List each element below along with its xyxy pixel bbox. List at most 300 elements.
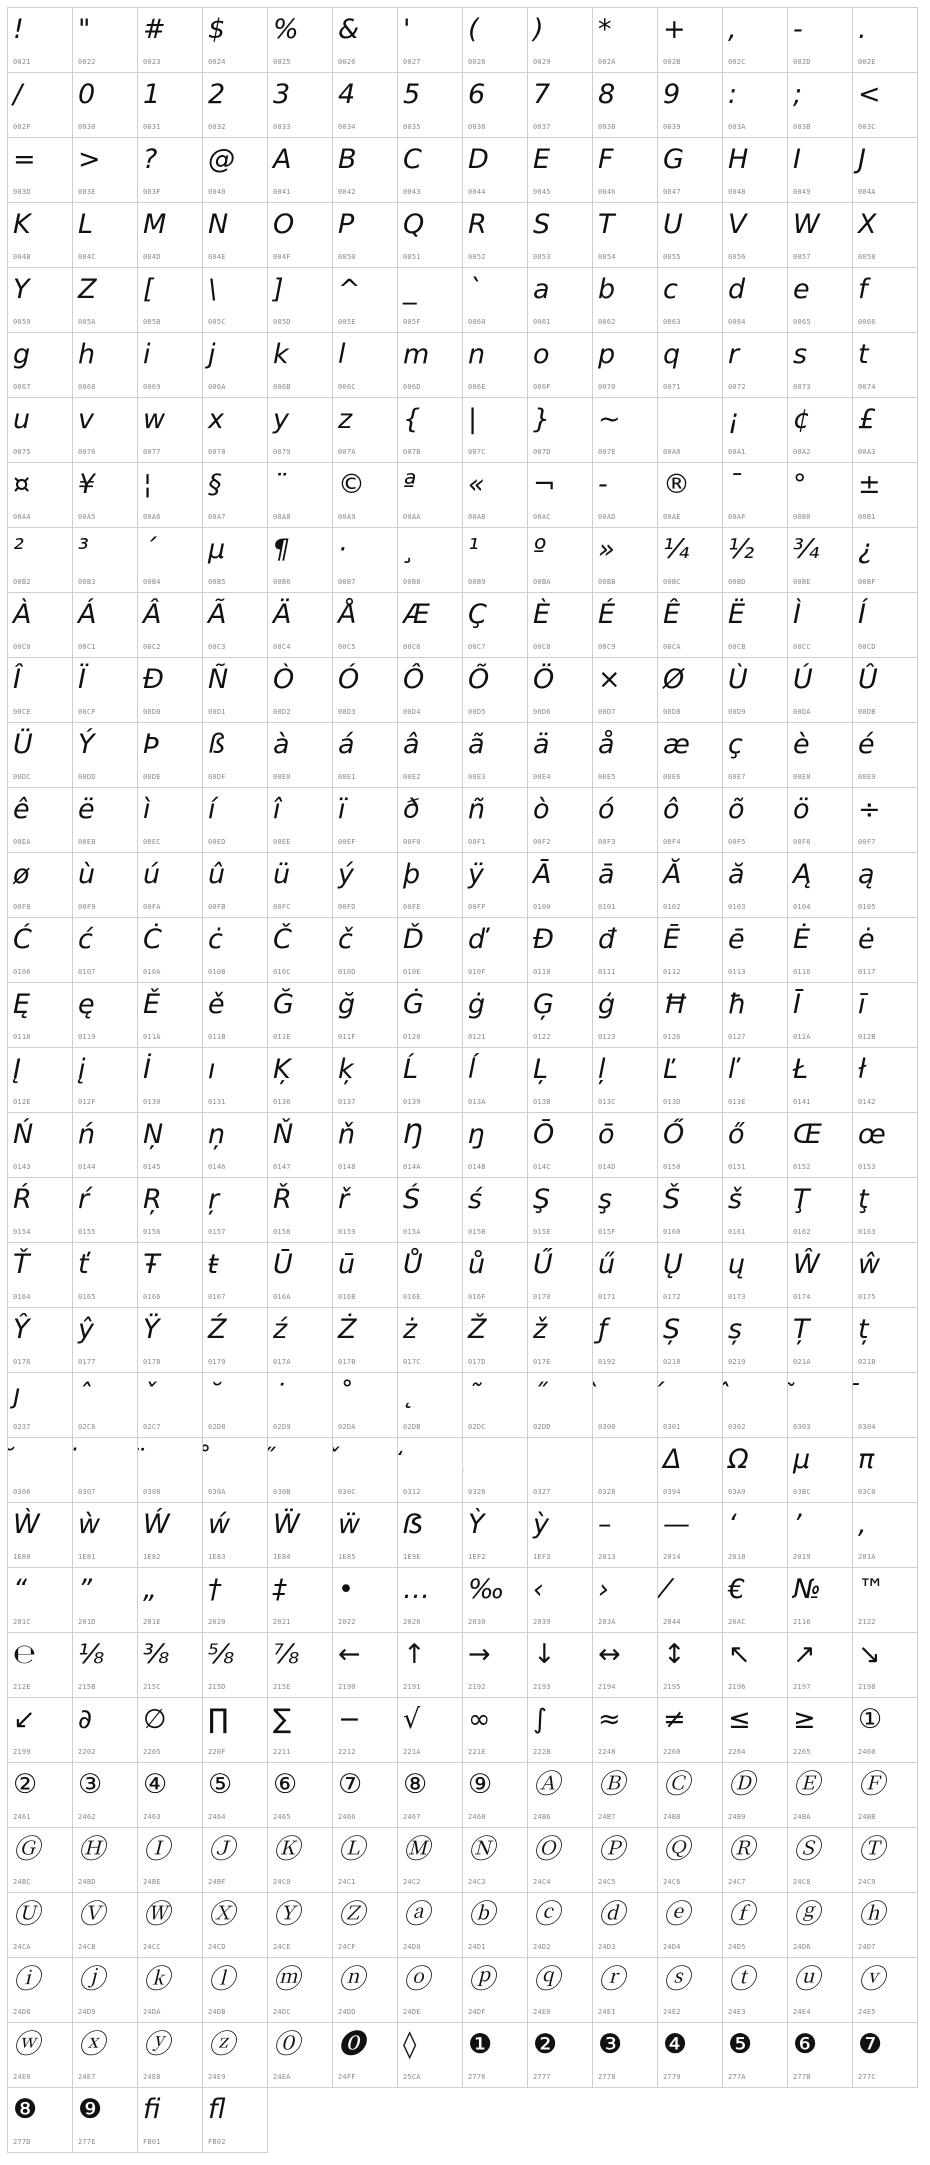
glyph-char: Œ [793, 1119, 822, 1150]
glyph-cell [8, 1048, 73, 1113]
glyph-cell [723, 1503, 788, 1568]
glyph-codepoint: 2039 [533, 1618, 551, 1626]
glyph-cell [463, 1633, 528, 1698]
glyph-cell [788, 1568, 853, 1633]
glyph-cell [203, 203, 268, 268]
glyph-codepoint: 0075 [13, 448, 31, 456]
glyph-char: Š [663, 1184, 681, 1215]
glyph-cell [463, 138, 528, 203]
glyph-char: U [663, 209, 683, 240]
glyph-char: ; [793, 79, 803, 110]
glyph-codepoint: 00EB [78, 838, 96, 846]
glyph-cell [528, 1828, 593, 1893]
glyph-cell [593, 1373, 658, 1438]
glyph-codepoint: 0030 [78, 123, 96, 131]
glyph-cell [463, 593, 528, 658]
glyph-char: O [273, 209, 295, 240]
glyph-codepoint: 0036 [468, 123, 486, 131]
glyph-cell [528, 398, 593, 463]
glyph-char: Ⓤ [13, 1899, 40, 1930]
glyph-codepoint: 00C0 [13, 643, 31, 651]
glyph-cell [528, 1503, 593, 1568]
glyph-cell [203, 593, 268, 658]
glyph-codepoint: 00E4 [533, 773, 551, 781]
glyph-cell [398, 1308, 463, 1373]
glyph-cell [333, 73, 398, 138]
glyph-char: J [858, 144, 866, 175]
glyph-codepoint: 00E9 [858, 773, 876, 781]
glyph-cell [528, 528, 593, 593]
glyph-codepoint: 00EA [13, 838, 31, 846]
glyph-cell [268, 1048, 333, 1113]
glyph-cell [203, 1893, 268, 1958]
glyph-char: Ⓜ [403, 1834, 430, 1865]
glyph-cell [853, 463, 918, 528]
glyph-char: § [208, 469, 222, 500]
glyph-codepoint: 00B7 [338, 578, 356, 586]
glyph-codepoint: 0062 [598, 318, 616, 326]
glyph-char: Ⓨ [273, 1899, 300, 1930]
glyph-char: ⁄ [663, 1574, 668, 1605]
glyph-cell [593, 1438, 658, 1503]
glyph-char: ẁ [78, 1509, 101, 1540]
glyph-char: Í [858, 599, 866, 630]
glyph-cell [463, 853, 528, 918]
glyph-codepoint: 00FE [403, 903, 421, 911]
glyph-char: } [533, 404, 551, 435]
glyph-cell [138, 1503, 203, 1568]
glyph-cell [528, 723, 593, 788]
glyph-codepoint: 0022 [78, 58, 96, 66]
glyph-cell [853, 73, 918, 138]
glyph-cell [73, 983, 138, 1048]
glyph-codepoint: 0040 [208, 188, 226, 196]
glyph-codepoint: 0174 [793, 1293, 811, 1301]
glyph-char: € [728, 1574, 746, 1605]
glyph-char: µ [208, 534, 226, 565]
glyph-cell [268, 1633, 333, 1698]
glyph-codepoint: 0154 [13, 1228, 31, 1236]
glyph-codepoint: 006F [533, 383, 551, 391]
glyph-char: à [273, 729, 290, 760]
glyph-char: ③ [78, 1769, 103, 1800]
glyph-cell [8, 1828, 73, 1893]
glyph-cell [723, 1568, 788, 1633]
glyph-char: ¢ [793, 404, 811, 435]
glyph-codepoint: 24E6 [13, 2073, 31, 2081]
glyph-codepoint: 0055 [663, 253, 681, 261]
glyph-cell [853, 788, 918, 853]
glyph-char: ↕ [663, 1639, 686, 1670]
glyph-char: ⅝ [208, 1639, 235, 1670]
glyph-char: ï [338, 794, 346, 825]
glyph-cell [788, 398, 853, 463]
glyph-cell [723, 1308, 788, 1373]
glyph-char: ŗ [208, 1184, 220, 1215]
glyph-char: ů [468, 1249, 486, 1280]
glyph-codepoint: 2202 [78, 1748, 96, 1756]
glyph-char: Ţ [793, 1184, 810, 1215]
glyph-cell [658, 8, 723, 73]
glyph-char: ¡ [728, 404, 739, 435]
glyph-cell [788, 1763, 853, 1828]
glyph-codepoint: 24E1 [598, 2008, 616, 2016]
glyph-char: p [598, 339, 616, 370]
glyph-cell [658, 1048, 723, 1113]
glyph-cell [73, 723, 138, 788]
glyph-codepoint: 00F3 [598, 838, 616, 846]
glyph-char: Ê [663, 599, 681, 630]
glyph-cell [268, 1178, 333, 1243]
glyph-codepoint: 013A [468, 1098, 486, 1106]
glyph-cell [333, 1178, 398, 1243]
glyph-codepoint: 0050 [338, 253, 356, 261]
glyph-char: ⅞ [273, 1639, 300, 1670]
glyph-codepoint: 003D [13, 188, 31, 196]
glyph-char: ‹ [533, 1574, 544, 1605]
glyph-char: Δ [663, 1444, 682, 1475]
glyph-char: ÿ [468, 859, 484, 890]
glyph-codepoint: 010A [143, 968, 161, 976]
glyph-char: " [78, 14, 91, 45]
glyph-cell [463, 658, 528, 723]
glyph-char: ℮ [13, 1639, 37, 1670]
glyph-cell [528, 593, 593, 658]
glyph-char: Ⓕ [858, 1769, 885, 1800]
glyph-cell [723, 138, 788, 203]
glyph-cell [398, 8, 463, 73]
glyph-cell [203, 73, 268, 138]
glyph-cell [463, 1893, 528, 1958]
glyph-char: ´ [143, 534, 157, 565]
glyph-char: ŷ [78, 1314, 94, 1345]
glyph-char: ) [533, 14, 544, 45]
glyph-codepoint: 00CD [858, 643, 876, 651]
glyph-codepoint: 0100 [533, 903, 551, 911]
glyph-grid [7, 7, 918, 2153]
glyph-codepoint: 0110 [533, 968, 551, 976]
glyph-codepoint: 002E [858, 58, 876, 66]
glyph-cell [463, 1048, 528, 1113]
glyph-cell [528, 918, 593, 983]
glyph-cell [8, 1698, 73, 1763]
glyph-codepoint: 00E1 [338, 773, 356, 781]
glyph-cell [333, 1048, 398, 1113]
glyph-char: c [663, 274, 678, 305]
glyph-cell [8, 333, 73, 398]
glyph-char: G [663, 144, 684, 175]
glyph-codepoint: 0047 [663, 188, 681, 196]
glyph-codepoint: 00CB [728, 643, 746, 651]
glyph-char: Ġ [403, 989, 424, 1020]
glyph-char: Ķ [273, 1054, 291, 1085]
glyph-cell [138, 463, 203, 528]
glyph-cell [8, 1438, 73, 1503]
glyph-codepoint: 00C7 [468, 643, 486, 651]
glyph-codepoint: 00A7 [208, 513, 226, 521]
glyph-char: Ž [468, 1314, 487, 1345]
glyph-codepoint: 00AF [728, 513, 746, 521]
glyph-cell [593, 1828, 658, 1893]
glyph-char: μ [793, 1444, 811, 1475]
glyph-codepoint: 24CC [143, 1943, 161, 1951]
glyph-char: [ [143, 274, 154, 305]
glyph-codepoint: 1E84 [273, 1553, 291, 1561]
glyph-char: H [728, 144, 749, 175]
glyph-cell [593, 983, 658, 1048]
glyph-codepoint: 010B [208, 968, 226, 976]
glyph-cell [73, 1828, 138, 1893]
glyph-cell [73, 1243, 138, 1308]
glyph-cell [593, 1308, 658, 1373]
glyph-codepoint: 24E3 [728, 2008, 746, 2016]
glyph-codepoint: 00B4 [143, 578, 161, 586]
glyph-cell [73, 528, 138, 593]
glyph-codepoint: 00F9 [78, 903, 96, 911]
glyph-cell [8, 983, 73, 1048]
glyph-codepoint: 24DC [273, 2008, 291, 2016]
glyph-codepoint: 0051 [403, 253, 421, 261]
glyph-codepoint: 006E [468, 383, 486, 391]
glyph-char: ú [143, 859, 161, 890]
glyph-char: Î [13, 664, 21, 695]
glyph-codepoint: 0073 [793, 383, 811, 391]
glyph-cell [138, 1828, 203, 1893]
glyph-char: ∑ [273, 1704, 292, 1735]
glyph-cell [853, 528, 918, 593]
glyph-char: _ [403, 274, 417, 305]
glyph-cell [853, 8, 918, 73]
glyph-cell [528, 1308, 593, 1373]
glyph-cell [723, 1373, 788, 1438]
glyph-cell [788, 1243, 853, 1308]
glyph-cell [853, 138, 918, 203]
glyph-codepoint: 277A [728, 2073, 746, 2081]
glyph-codepoint: 004A [858, 188, 876, 196]
glyph-codepoint: 00F2 [533, 838, 551, 846]
glyph-codepoint: 00C6 [403, 643, 421, 651]
glyph-char: Ⓙ [208, 1834, 235, 1865]
glyph-cell [8, 918, 73, 983]
glyph-codepoint: 2195 [663, 1683, 681, 1691]
glyph-char: ˇ [143, 1379, 157, 1410]
glyph-char: Ť [13, 1249, 30, 1280]
glyph-char: Ċ [143, 924, 162, 955]
glyph-char: › [598, 1574, 609, 1605]
glyph-cell [333, 333, 398, 398]
glyph-codepoint: 00CE [13, 708, 31, 716]
glyph-cell [8, 658, 73, 723]
glyph-char: : [728, 79, 738, 110]
glyph-cell [788, 918, 853, 983]
glyph-char: Ⓟ [598, 1834, 625, 1865]
glyph-char: Ŷ [13, 1314, 30, 1345]
glyph-codepoint: 0063 [663, 318, 681, 326]
glyph-cell [723, 398, 788, 463]
glyph-codepoint: 24E7 [78, 2073, 96, 2081]
glyph-codepoint: 0079 [273, 448, 291, 456]
glyph-char: j [208, 339, 216, 370]
glyph-cell [853, 658, 918, 723]
glyph-char: ť [78, 1249, 89, 1280]
glyph-cell [8, 1373, 73, 1438]
glyph-char: ÷ [858, 794, 881, 825]
glyph-cell [203, 2023, 268, 2088]
glyph-codepoint: 021A [793, 1358, 811, 1366]
glyph-cell [333, 788, 398, 853]
glyph-cell [333, 268, 398, 333]
glyph-cell [203, 1828, 268, 1893]
glyph-codepoint: 24D0 [403, 1943, 421, 1951]
glyph-cell [528, 1113, 593, 1178]
glyph-char: œ [858, 1119, 886, 1150]
glyph-cell [853, 983, 918, 1048]
glyph-cell [788, 333, 853, 398]
glyph-codepoint: 24C3 [468, 1878, 486, 1886]
glyph-cell [73, 2023, 138, 2088]
glyph-cell [593, 8, 658, 73]
glyph-cell [723, 203, 788, 268]
glyph-char: π [858, 1444, 875, 1475]
glyph-codepoint: 24DD [338, 2008, 356, 2016]
glyph-codepoint: 015B [468, 1228, 486, 1236]
glyph-cell [398, 853, 463, 918]
glyph-codepoint: 24BE [143, 1878, 161, 1886]
glyph-char: Ă [663, 859, 682, 890]
glyph-codepoint: 0076 [78, 448, 96, 456]
glyph-cell [398, 723, 463, 788]
glyph-cell [73, 1048, 138, 1113]
glyph-cell [398, 333, 463, 398]
glyph-cell [268, 1698, 333, 1763]
glyph-char: ! [13, 14, 24, 45]
glyph-cell [333, 138, 398, 203]
glyph-char: į [78, 1054, 86, 1085]
glyph-char: ņ [208, 1119, 226, 1150]
glyph-cell [138, 983, 203, 1048]
glyph-codepoint: 016E [403, 1293, 421, 1301]
glyph-cell [138, 203, 203, 268]
glyph-char: ± [858, 469, 881, 500]
glyph-char: # [143, 14, 166, 45]
glyph-codepoint: 0122 [533, 1033, 551, 1041]
glyph-char: Ü [13, 729, 33, 760]
glyph-char: ã [468, 729, 485, 760]
glyph-cell [73, 398, 138, 463]
glyph-cell [268, 203, 333, 268]
glyph-char: É [598, 599, 616, 630]
glyph-char: V [728, 209, 747, 240]
glyph-cell [398, 1438, 463, 1503]
glyph-char: t [858, 339, 869, 370]
glyph-char: ❼ [858, 2029, 883, 2060]
glyph-cell [268, 593, 333, 658]
glyph-char: r [728, 339, 740, 370]
glyph-cell [203, 8, 268, 73]
glyph-codepoint: 24D1 [468, 1943, 486, 1951]
glyph-cell [463, 463, 528, 528]
glyph-cell [723, 2023, 788, 2088]
glyph-char: ġ [468, 989, 486, 1020]
glyph-char: ż [403, 1314, 418, 1345]
glyph-codepoint: 00BF [858, 578, 876, 586]
glyph-char: ș [728, 1314, 743, 1345]
glyph-cell [138, 138, 203, 203]
glyph-cell [658, 2023, 723, 2088]
glyph-char: 5 [403, 79, 421, 110]
glyph-cell [268, 1438, 333, 1503]
glyph-char: 3 [273, 79, 291, 110]
glyph-cell [203, 983, 268, 1048]
glyph-char: { [403, 404, 421, 435]
glyph-codepoint: 006D [403, 383, 421, 391]
glyph-codepoint: 00B8 [403, 578, 421, 586]
glyph-cell [788, 983, 853, 1048]
glyph-cell [788, 1048, 853, 1113]
glyph-codepoint: 017B [338, 1358, 356, 1366]
glyph-cell [658, 1373, 723, 1438]
glyph-char: ⓩ [208, 2029, 235, 2060]
glyph-cell [593, 138, 658, 203]
glyph-codepoint: 24CE [273, 1943, 291, 1951]
glyph-char: ⓢ [663, 1964, 690, 1995]
glyph-cell [593, 918, 658, 983]
glyph-char: º [533, 534, 546, 565]
glyph-codepoint: 00C1 [78, 643, 96, 651]
glyph-codepoint: 2779 [663, 2073, 681, 2081]
glyph-char: ⓔ [663, 1899, 690, 1930]
glyph-char: Ż [338, 1314, 357, 1345]
glyph-char: ↓ [533, 1639, 556, 1670]
glyph-char: ❹ [663, 2029, 688, 2060]
glyph-cell [398, 983, 463, 1048]
glyph-codepoint: 2026 [403, 1618, 421, 1626]
glyph-char: m [403, 339, 430, 370]
glyph-cell [138, 2023, 203, 2088]
glyph-codepoint: 0175 [858, 1293, 876, 1301]
glyph-char: Ỳ [468, 1509, 485, 1540]
glyph-cell [463, 1308, 528, 1373]
glyph-cell [8, 1503, 73, 1568]
glyph-cell [73, 463, 138, 528]
glyph-codepoint: 0043 [403, 188, 421, 196]
glyph-codepoint: 00D1 [208, 708, 226, 716]
glyph-codepoint: 0102 [663, 903, 681, 911]
glyph-codepoint: 0170 [533, 1293, 551, 1301]
glyph-char: Ⓗ [78, 1834, 105, 1865]
glyph-cell [398, 918, 463, 983]
glyph-cell [593, 1048, 658, 1113]
glyph-codepoint: 0141 [793, 1098, 811, 1106]
glyph-codepoint: 2116 [793, 1618, 811, 1626]
glyph-char: W [793, 209, 820, 240]
glyph-char: Ö [533, 664, 555, 695]
glyph-codepoint: 0308 [143, 1488, 161, 1496]
glyph-char: ö [793, 794, 810, 825]
glyph-char: 0 [78, 79, 96, 110]
glyph-char: Ä [273, 599, 292, 630]
glyph-cell [593, 398, 658, 463]
glyph-codepoint: 24BF [208, 1878, 226, 1886]
glyph-char: Ⓣ [858, 1834, 885, 1865]
glyph-cell [333, 1698, 398, 1763]
glyph-cell [788, 1113, 853, 1178]
glyph-cell [528, 1178, 593, 1243]
glyph-codepoint: 00C4 [273, 643, 291, 651]
glyph-cell [333, 593, 398, 658]
glyph-codepoint: 0067 [13, 383, 31, 391]
glyph-char: → [468, 1639, 491, 1670]
